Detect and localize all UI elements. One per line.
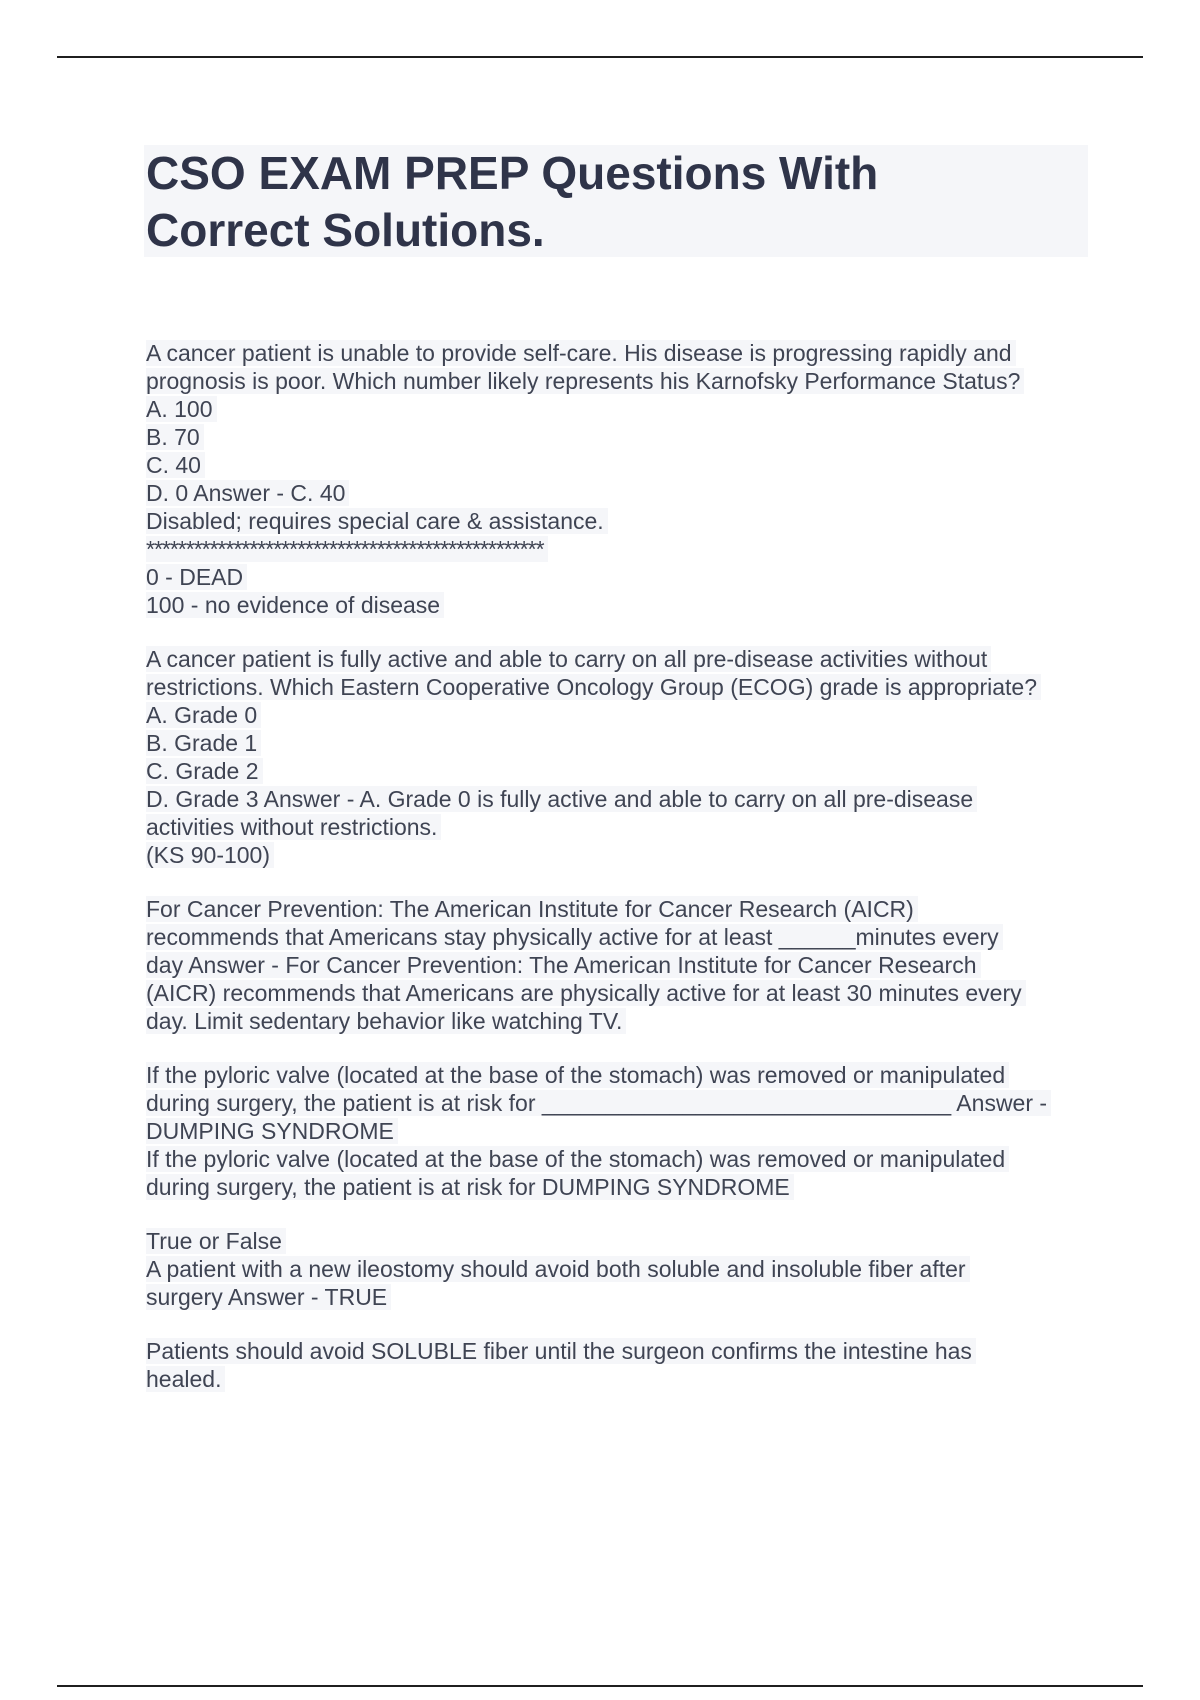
title-line: Correct Solutions. <box>146 204 545 256</box>
text-line: A patient with a new ileostomy should avoid both soluble and insoluble fiber after <box>146 1255 1086 1283</box>
text-line: recommends that Americans stay physically active for at least ______minutes every <box>146 923 1086 951</box>
text-line: (KS 90-100) <box>146 841 1086 869</box>
document-body <box>146 339 1086 1419</box>
top-rule <box>57 56 1143 58</box>
text-line: A. 100 <box>146 395 1086 423</box>
text-line: Disabled; requires special care & assistance. <box>146 507 1086 535</box>
question-block-ecog <box>146 645 1086 869</box>
text-line: For Cancer Prevention: The American Institute for Cancer Research (AICR) <box>146 895 1086 923</box>
text-line: If the pyloric valve (located at the base of the stomach) was removed or manipulated <box>146 1061 1086 1089</box>
text-line: True or False <box>146 1227 1086 1255</box>
text-line: D. 0 Answer - C. 40 <box>146 479 1086 507</box>
text-line: healed. <box>146 1365 1086 1393</box>
text-line: during surgery, the patient is at risk for DUMPING SYNDROME <box>146 1173 1086 1201</box>
question-block-pyloric <box>146 1061 1086 1201</box>
text-line: B. Grade 1 <box>146 729 1086 757</box>
text-line: during surgery, the patient is at risk for ________________________________ Answer - <box>146 1089 1086 1117</box>
text-line: restrictions. Which Eastern Cooperative Oncology Group (ECOG) grade is appropriate? <box>146 673 1086 701</box>
question-block-karnofsky <box>146 339 1086 619</box>
question-block-aicr <box>146 895 1086 1035</box>
text-line: A cancer patient is fully active and able to carry on all pre-disease activities without <box>146 645 1086 673</box>
title-line: CSO EXAM PREP Questions With <box>146 147 879 199</box>
text-line: surgery Answer - TRUE <box>146 1283 1086 1311</box>
text-line: 100 - no evidence of disease <box>146 591 1086 619</box>
text-line: C. 40 <box>146 451 1086 479</box>
text-line: day. Limit sedentary behavior like watching TV. <box>146 1007 1086 1035</box>
text-line: DUMPING SYNDROME <box>146 1117 1086 1145</box>
question-block-ileostomy <box>146 1227 1086 1311</box>
text-line: C. Grade 2 <box>146 757 1086 785</box>
text-line: D. Grade 3 Answer - A. Grade 0 is fully active and able to carry on all pre-disease <box>146 785 1086 813</box>
text-line: If the pyloric valve (located at the base of the stomach) was removed or manipulated <box>146 1145 1086 1173</box>
bottom-rule <box>57 1685 1143 1687</box>
text-line: day Answer - For Cancer Prevention: The American Institute for Cancer Research <box>146 951 1086 979</box>
text-line: 0 - DEAD <box>146 563 1086 591</box>
document-title <box>146 145 1046 259</box>
text-line: prognosis is poor. Which number likely represents his Karnofsky Performance Status? <box>146 367 1086 395</box>
text-line: A. Grade 0 <box>146 701 1086 729</box>
text-line: A cancer patient is unable to provide self-care. His disease is progressing rapidly and <box>146 339 1086 367</box>
text-line: activities without restrictions. <box>146 813 1086 841</box>
note-block-soluble-fiber <box>146 1337 1086 1393</box>
separator-line: ************************************************** <box>146 535 1086 563</box>
text-line: B. 70 <box>146 423 1086 451</box>
text-line: (AICR) recommends that Americans are physically active for at least 30 minutes every <box>146 979 1086 1007</box>
text-line: Patients should avoid SOLUBLE fiber until the surgeon confirms the intestine has <box>146 1337 1086 1365</box>
